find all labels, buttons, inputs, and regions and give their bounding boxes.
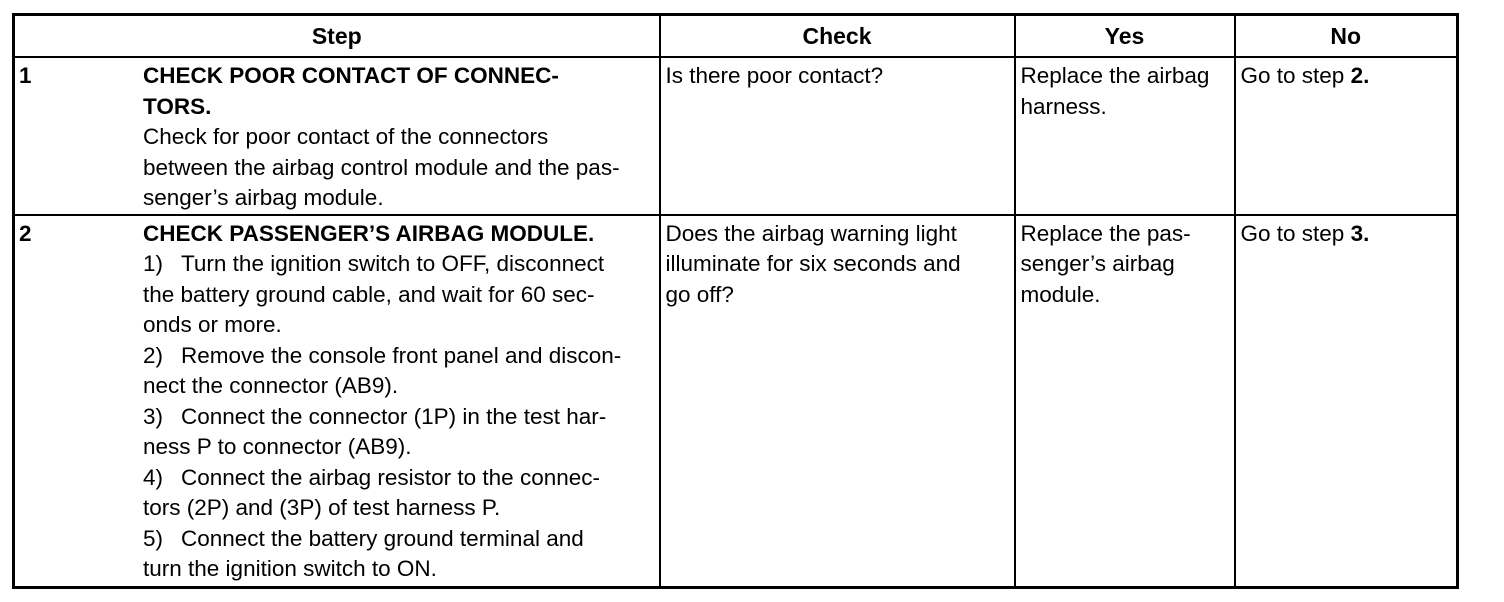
substep-text: Turn the ignition switch to OFF, disconnect <box>181 251 605 276</box>
table-row <box>14 57 1458 215</box>
step-number: 2 <box>19 220 32 246</box>
diagnostic-table <box>12 13 1459 589</box>
substep-text: Connect the battery ground terminal and <box>181 525 584 551</box>
substep-text: tors (2P) and (3P) of test harness P. <box>143 495 501 520</box>
no-prefix: Go to step <box>1240 63 1351 88</box>
yes-text: Replace the pas- <box>1020 220 1191 246</box>
substep-line <box>143 463 655 494</box>
substep-line <box>143 341 655 372</box>
step-title: CHECK PASSENGER’S AIRBAG MODULE. <box>143 220 595 246</box>
yes-cell <box>1015 215 1235 588</box>
check-text: illuminate for six seconds and <box>665 251 961 276</box>
header-step: Step <box>14 15 660 58</box>
substep-text: turn the ignition switch to ON. <box>143 556 437 581</box>
substep-number: 1) <box>143 251 164 276</box>
step-description: between the airbag control module and the pas- <box>143 154 620 180</box>
no-step-ref: 3. <box>1350 220 1370 246</box>
step-cell <box>14 215 660 588</box>
yes-text: harness. <box>1020 93 1107 119</box>
substep-text: ness P to connector (AB9). <box>143 434 412 459</box>
substep-text: nect the connector (AB9). <box>143 373 399 398</box>
step-title: TORS. <box>143 93 212 119</box>
step-description: senger’s airbag module. <box>143 185 384 210</box>
table-row <box>14 215 1458 588</box>
yes-cell <box>1015 57 1235 215</box>
substep-number: 4) <box>143 464 164 490</box>
check-cell <box>660 215 1015 588</box>
substep-line <box>143 524 655 555</box>
yes-text: module. <box>1020 281 1101 307</box>
step-title: CHECK POOR CONTACT OF CONNEC- <box>143 63 559 88</box>
header-check: Check <box>660 15 1015 58</box>
check-text: Does the airbag warning light <box>665 220 957 246</box>
substep-number: 3) <box>143 403 164 429</box>
substep-text: the battery ground cable, and wait for 60 sec- <box>143 281 595 307</box>
no-text <box>1241 61 1453 92</box>
no-step-ref: 2. <box>1350 63 1370 88</box>
yes-text: Replace the airbag <box>1020 63 1210 88</box>
table-header-row <box>14 15 1458 58</box>
no-cell <box>1235 215 1458 588</box>
substep-text: onds or more. <box>143 312 282 337</box>
substep-number: 2) <box>143 342 164 368</box>
header-yes: Yes <box>1015 15 1235 58</box>
step-cell <box>14 57 660 215</box>
check-text: Is there poor contact? <box>665 63 884 88</box>
substep-text: Connect the airbag resistor to the connec- <box>181 464 600 490</box>
no-cell <box>1235 57 1458 215</box>
substep-line <box>143 402 655 433</box>
no-prefix: Go to step <box>1240 220 1351 246</box>
step-number: 1 <box>19 63 32 88</box>
check-cell <box>660 57 1015 215</box>
substep-text: Connect the connector (1P) in the test har- <box>181 403 607 429</box>
substep-number: 5) <box>143 525 164 551</box>
step-description: Check for poor contact of the connectors <box>143 124 549 149</box>
header-no: No <box>1235 15 1458 58</box>
check-text: go off? <box>665 281 734 307</box>
substep-text: Remove the console front panel and discon- <box>181 342 622 368</box>
yes-text: senger’s airbag <box>1020 251 1175 276</box>
no-text <box>1241 219 1453 250</box>
substep-line <box>143 249 655 280</box>
